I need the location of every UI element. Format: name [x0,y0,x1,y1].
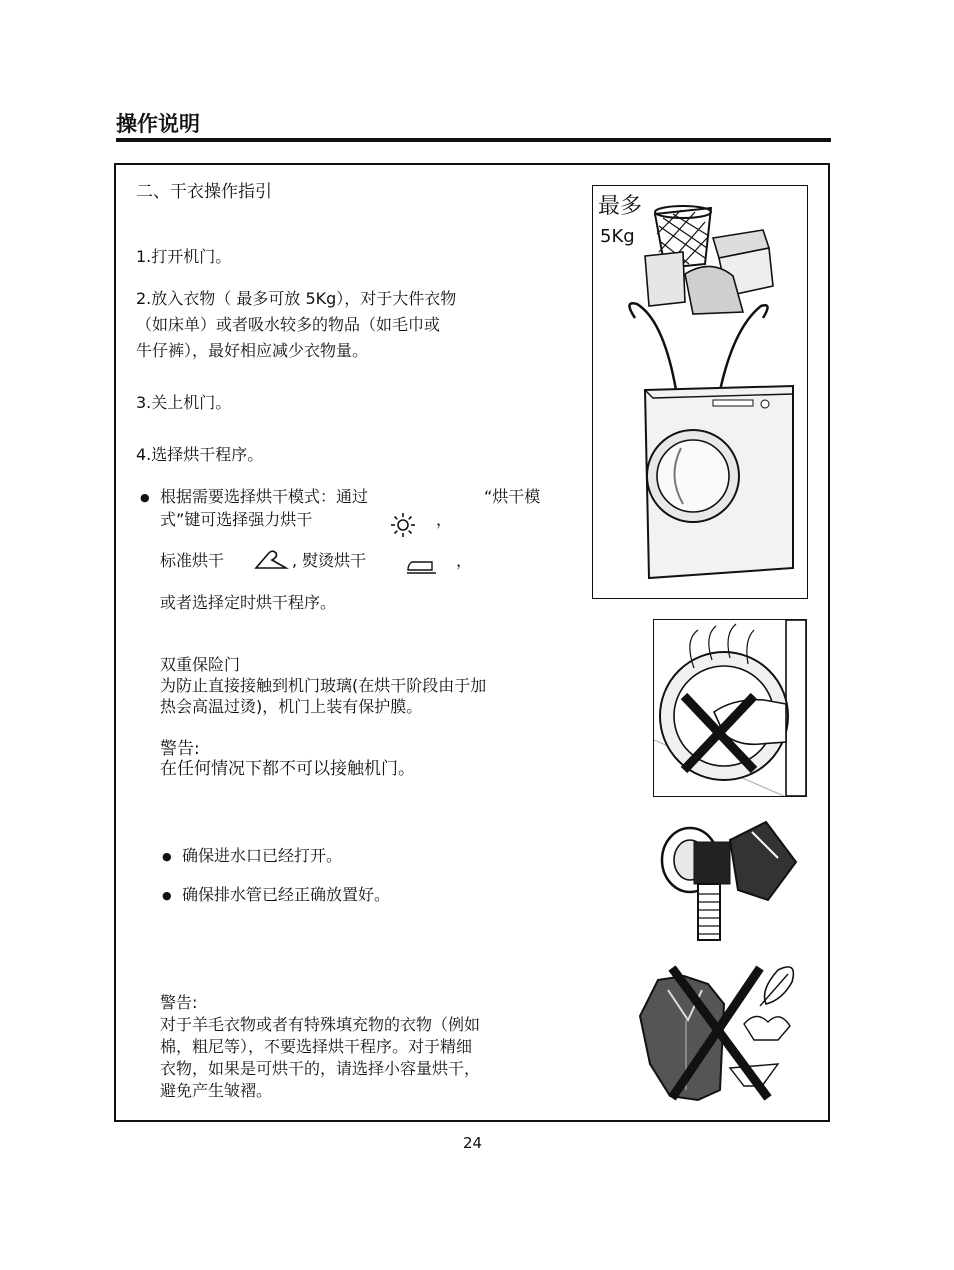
warning-2-title: 警告: [160,993,198,1012]
loading-illustration [592,185,808,599]
warning-1-text: 在任何情况下都不可以接触机门。 [160,759,415,779]
mode-text-1: ● 根据需要选择烘干模式：通过 [160,486,368,508]
check-inlet: ● 确保进水口已经打开。 [182,845,342,867]
warning-1-title: 警告: [160,739,200,759]
check-drain: ● 确保排水管已经正确放置好。 [182,884,390,906]
washer-clothes-drawing [593,186,806,597]
door-hand-drawing [654,620,806,796]
safety-line-2: 热会高温过烫)，机门上装有保护膜。 [160,697,423,716]
standard-dry-label: 标准烘干 [160,551,225,570]
door-warning-illustration [653,619,807,797]
mode-text-3: 式”键可选择强力烘干 [160,510,313,529]
hanger-icon [252,548,292,572]
sun-icon [390,512,416,538]
safety-title: 双重保险门 [160,655,241,674]
iron-dry-label: , 熨烫烘干 [292,551,367,570]
step-1: 1.打开机门。 [136,247,232,266]
page-title: 操作说明 [116,112,200,136]
water-tap-illustration [656,818,800,944]
iron-icon [406,554,440,576]
mode-text-4: ， [436,510,453,529]
step-2-line-2: （如床单）或者吸水较多的物品（如毛巾或 [136,315,441,334]
warning-2-line-3: 衣物，如果是可烘干的，请选择小容量烘干， [160,1059,481,1078]
max-load-label: 最多 [598,194,643,219]
delicate-warning-illustration [628,960,810,1110]
mode-text-2: “烘干模 [484,487,541,506]
section-title: 二、干衣操作指引 [136,182,272,202]
warning-2-line-2: 棉，粗尼等），不要选择烘干程序。对于精细 [160,1037,473,1056]
iron-dry-comma: ， [456,551,473,570]
header-rule [116,138,831,142]
step-3: 3.关上机门。 [136,393,232,412]
step-4: 4.选择烘干程序。 [136,445,264,464]
warning-2-line-4: 避免产生皱褶。 [160,1081,273,1100]
step-2-line-3: 牛仔裤），最好相应减少衣物量。 [136,341,369,360]
step-2-line-1: 2.放入衣物（ 最多可放 5Kg），对于大件衣物 [136,289,457,308]
max-load-value: 5Kg [600,226,635,247]
page-number: 24 [463,1134,483,1152]
safety-line-1: 为防止直接接触到机门玻璃(在烘干阶段由于加 [160,676,487,695]
timed-dry-text: 或者选择定时烘干程序。 [160,593,337,612]
warning-2-line-1: 对于羊毛衣物或者有特殊填充物的衣物（例如 [160,1015,481,1034]
